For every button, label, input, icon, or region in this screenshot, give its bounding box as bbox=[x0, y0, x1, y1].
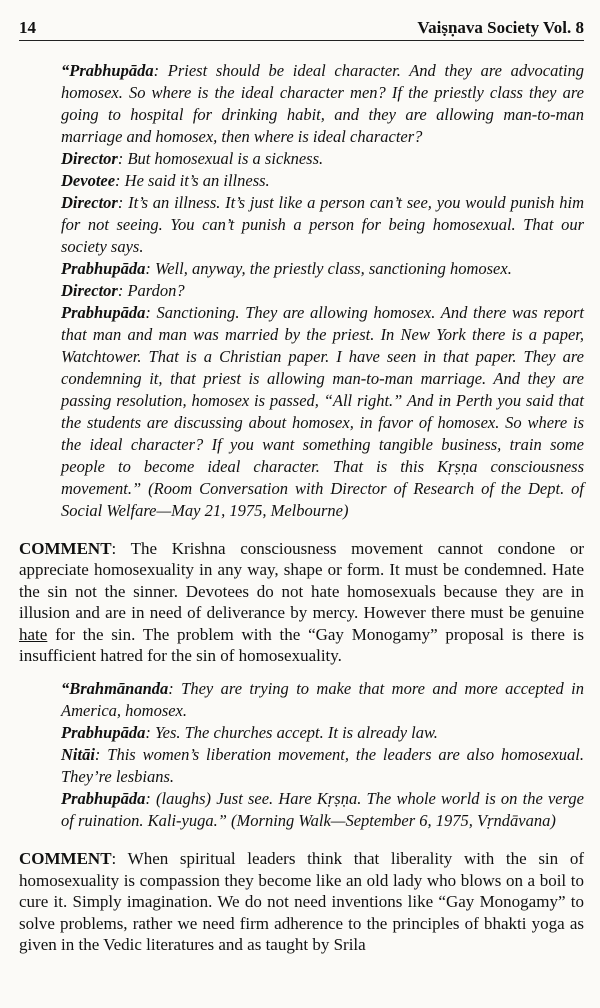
dialogue-line bbox=[61, 170, 584, 192]
speaker-name: Director bbox=[61, 149, 118, 168]
speaker-name: Devotee bbox=[61, 171, 116, 190]
dialogue-text: : Priest should be ideal character. And they are advocating homosex. So where is the ideal character men? If the priestly class they are going to hospital for drinking habit, and they are allowing man-to-man marriage and homosex, then where is ideal character? bbox=[61, 61, 584, 146]
dialogue-line bbox=[61, 678, 584, 722]
dialogue-text: : Pardon? bbox=[117, 281, 185, 300]
dialogue-line bbox=[61, 192, 584, 258]
page-header bbox=[19, 18, 584, 41]
comment-paragraph bbox=[19, 848, 584, 955]
dialogue-line bbox=[61, 148, 584, 170]
dialogue-text: : Well, anyway, the priestly class, sanctioning homosex. bbox=[145, 259, 512, 278]
speaker-name: Director bbox=[61, 281, 118, 300]
speaker-name: Prabhupāda bbox=[61, 789, 146, 809]
dialogue-line bbox=[61, 60, 584, 148]
dialogue-text: : This women’s liberation movement, the leaders are also homosexual. They’re lesbians. bbox=[61, 745, 584, 787]
comment-paragraph bbox=[19, 538, 584, 666]
dialogue-line bbox=[61, 722, 584, 744]
page-content bbox=[19, 60, 584, 955]
comment-text: for the sin. The problem with the “Gay Monogamy” proposal is there is insufficient hatred for the sin of homosexuality. bbox=[19, 624, 584, 666]
dialogue-line bbox=[61, 280, 584, 302]
dialogue-text: : (laughs) Just see. Hare Kṛṣṇa. The whole world is on the verge of ruination. Kali-yuga.” (Morning Walk—September 6, 1975, Vṛndāvana) bbox=[61, 789, 584, 831]
dialogue-line bbox=[61, 788, 584, 832]
speaker-name: “Brahmānanda bbox=[61, 679, 169, 699]
running-title: Vaiṣṇava Society Vol. 8 bbox=[417, 18, 584, 37]
dialogue-text: : He said it’s an illness. bbox=[115, 171, 270, 190]
dialogue-text: : They are trying to make that more and more accepted in America, homosex. bbox=[61, 679, 584, 721]
comment-label: COMMENT bbox=[19, 849, 112, 869]
underlined-word: hate bbox=[19, 624, 48, 644]
dialogue-line bbox=[61, 302, 584, 522]
quote-block bbox=[61, 678, 584, 832]
comment-text: : When spiritual leaders think that liberality with the sin of homosexuality is compassion they become like an old lady who blows on a boil to cure it. Simply imagination. We do not need inventions like “Gay Monogamy” to solve problems, rather we need firm adherence to the principles of bhakti yoga as given in the Vedic literatures and as taught by Srila bbox=[19, 849, 584, 955]
comment-label: COMMENT bbox=[19, 539, 112, 558]
dialogue-text: : It’s an illness. It’s just like a person can’t see, you would punish him for not seeing. You can’t punish a person for being homosexual. That our society says. bbox=[61, 193, 584, 256]
speaker-name: Prabhupāda bbox=[61, 303, 146, 322]
dialogue-line bbox=[61, 744, 584, 788]
speaker-name: Prabhupāda bbox=[61, 259, 146, 278]
speaker-name: “Prabhupāda bbox=[61, 61, 154, 80]
dialogue-text: : But homosexual is a sickness. bbox=[117, 149, 324, 168]
speaker-name: Director bbox=[61, 193, 118, 212]
speaker-name: Prabhupāda bbox=[61, 723, 146, 743]
speaker-name: Nitāi bbox=[61, 745, 95, 765]
comment-text: : The Krishna consciousness movement cannot condone or appreciate homosexuality in any way, shape or form. It must be condemned. Hate the sin not the sinner. Devotees do not hate homosexuals because they are in illusion and are in need of deliverance by mercy. However there must be genuine bbox=[19, 539, 584, 623]
page-number: 14 bbox=[19, 18, 36, 37]
dialogue-text: : Sanctioning. They are allowing homosex. And there was report that man and man was married by the priest. In New York there is a paper, Watchtower. That is a Christian paper. I have seen in that paper. They are condemning it, that priest is allowing man-to-man marriage. And they are passing resolution, homosex is passed, “All right.” And in Perth you said that the students are discussing about homosex, in favor of homosex. So where is the ideal character? If you want something tangible business, train some people to become ideal character. That is this Kṛṣṇa consciousness movement.” (Room Conversation with Director of Research of the Dept. of Social Welfare—May 21, 1975, Melbourne) bbox=[61, 303, 584, 520]
dialogue-text: : Yes. The churches accept. It is already law. bbox=[145, 723, 438, 743]
dialogue-line bbox=[61, 258, 584, 280]
quote-block bbox=[61, 60, 584, 522]
